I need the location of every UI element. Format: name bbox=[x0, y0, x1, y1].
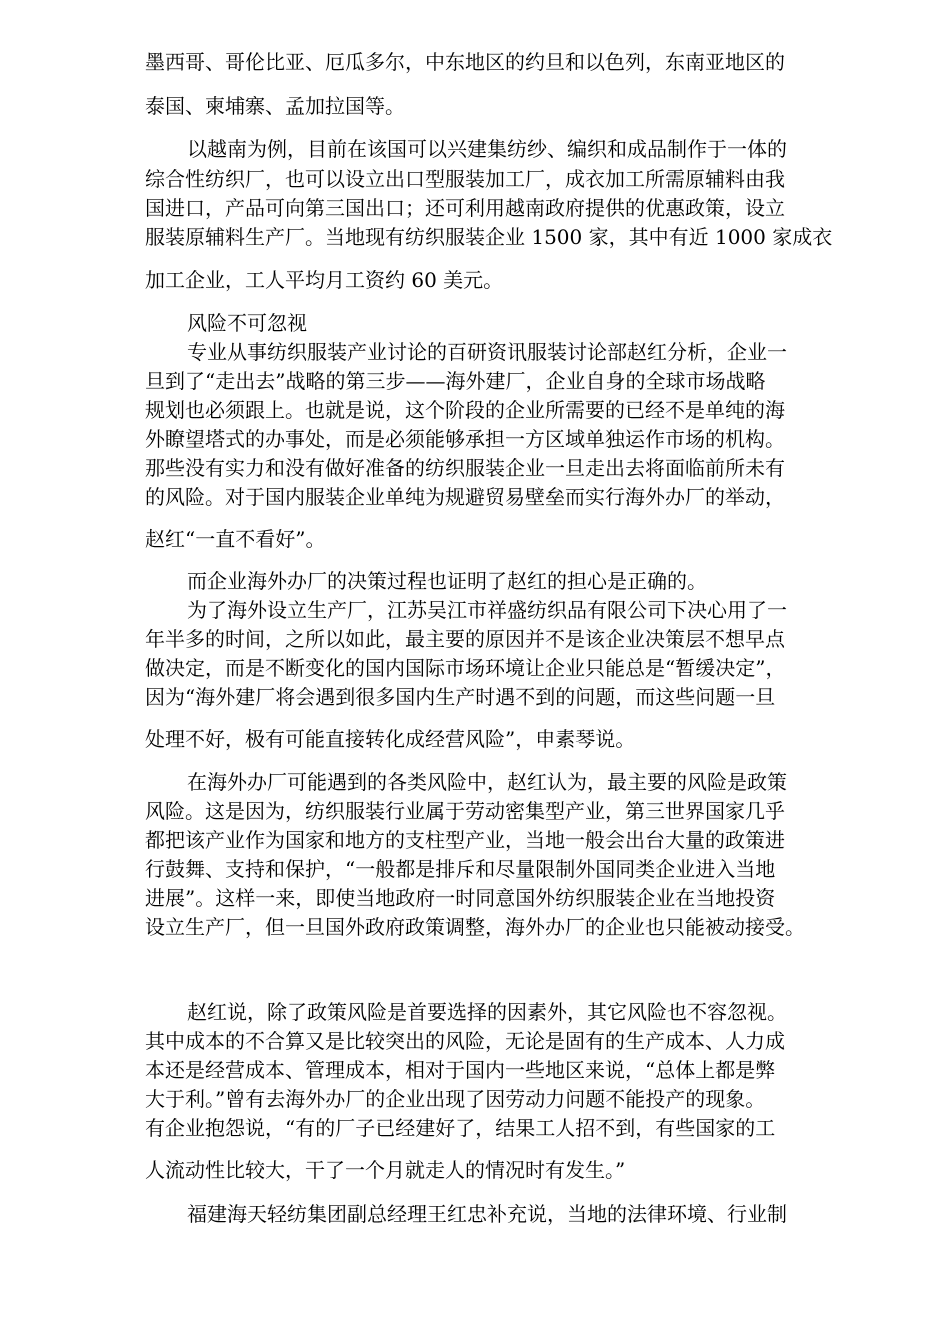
paragraph-line: 做决定，而是不断变化的国内国际市场环境让企业只能总是“暂缓决定”， bbox=[145, 656, 786, 680]
paragraph-line: 设立生产厂，但一旦国外政府政策调整，海外办厂的企业也只能被动接受。 bbox=[145, 915, 805, 939]
paragraph-line: 那些没有实力和没有做好准备的纺织服装企业一旦走出去将面临前所未有 bbox=[145, 456, 785, 480]
paragraph-line: 其中成本的不合算又是比较突出的风险，无论是固有的生产成本、人力成 bbox=[145, 1029, 785, 1053]
section-heading: 风险不可忽视 bbox=[187, 311, 307, 335]
paragraph-line: 处理不好，极有可能直接转化成经营风险”，申素琴说。 bbox=[145, 727, 636, 751]
paragraph-line: 专业从事纺织服装产业讨论的百研资讯服装讨论部赵红分析，企业一 bbox=[187, 340, 787, 364]
paragraph-line: 福建海天轻纺集团副总经理王红忠补充说，当地的法律环境、行业制 bbox=[187, 1202, 787, 1226]
paragraph-line: 有企业抱怨说，“有的厂子已经建好了，结果工人招不到，有些国家的工 bbox=[145, 1116, 776, 1140]
paragraph-line: 大于利。”曾有去海外办厂的企业出现了因劳动力问题不能投产的现象。 bbox=[145, 1087, 766, 1111]
paragraph-line: 在海外办厂可能遇到的各类风险中，赵红认为，最主要的风险是政策 bbox=[187, 770, 787, 794]
paragraph-line: 都把该产业作为国家和地方的支柱型产业，当地一般会出台大量的政策进 bbox=[145, 828, 785, 852]
paragraph-line: 风险。这是因为，纺织服装行业属于劳动密集型产业，第三世界国家几乎 bbox=[145, 799, 785, 823]
paragraph-line: 服装原辅料生产厂。当地现有纺织服装企业 1500 家，其中有近 1000 家成衣 bbox=[145, 225, 833, 249]
paragraph-line: 外瞭望塔式的办事处，而是必须能够承担一方区域单独运作市场的机构。 bbox=[145, 427, 785, 451]
paragraph-line: 的风险。对于国内服装企业单纯为规避贸易壁垒而实行海外办厂的举动， bbox=[145, 485, 785, 509]
paragraph-line: 本还是经营成本、管理成本，相对于国内一些地区来说，“总体上都是弊 bbox=[145, 1058, 776, 1082]
paragraph-line: 因为“海外建厂将会遇到很多国内生产时遇不到的问题，而这些问题一旦 bbox=[145, 685, 776, 709]
paragraph-line: 赵红“一直不看好”。 bbox=[145, 527, 326, 551]
paragraph-line: 年半多的时间，之所以如此，最主要的原因并不是该企业决策层不想早点 bbox=[145, 627, 785, 651]
paragraph-line: 赵红说，除了政策风险是首要选择的因素外，其它风险也不容忽视。 bbox=[187, 1000, 787, 1024]
paragraph-line: 为了海外设立生产厂，江苏吴江市祥盛纺织品有限公司下决心用了一 bbox=[187, 598, 787, 622]
paragraph-line: 以越南为例，目前在该国可以兴建集纺纱、编织和成品制作于一体的 bbox=[187, 137, 787, 161]
paragraph-line: 行鼓舞、支持和保护，“一般都是排斥和尽量限制外国同类企业进入当地 bbox=[145, 857, 776, 881]
paragraph-line: 墨西哥、哥伦比亚、厄瓜多尔，中东地区的约旦和以色列，东南亚地区的 bbox=[145, 50, 785, 74]
paragraph-line: 人流动性比较大，干了一个月就走人的情况时有发生。” bbox=[145, 1158, 626, 1182]
paragraph-line: 旦到了“走出去”战略的第三步——海外建厂，企业自身的全球市场战略 bbox=[145, 369, 766, 393]
paragraph-line: 国进口，产品可向第三国出口；还可利用越南政府提供的优惠政策，设立 bbox=[145, 196, 785, 220]
paragraph-line: 加工企业，工人平均月工资约 60 美元。 bbox=[145, 268, 504, 292]
paragraph-line: 泰国、柬埔寨、孟加拉国等。 bbox=[145, 94, 405, 118]
paragraph-line: 而企业海外办厂的决策过程也证明了赵红的担心是正确的。 bbox=[187, 569, 707, 593]
paragraph-line: 综合性纺织厂，也可以设立出口型服装加工厂，成衣加工所需原辅料由我 bbox=[145, 167, 785, 191]
paragraph-line: 规划也必须跟上。也就是说，这个阶段的企业所需要的已经不是单纯的海 bbox=[145, 398, 785, 422]
paragraph-line: 进展”。这样一来，即使当地政府一时同意国外纺织服装企业在当地投资 bbox=[145, 886, 776, 910]
